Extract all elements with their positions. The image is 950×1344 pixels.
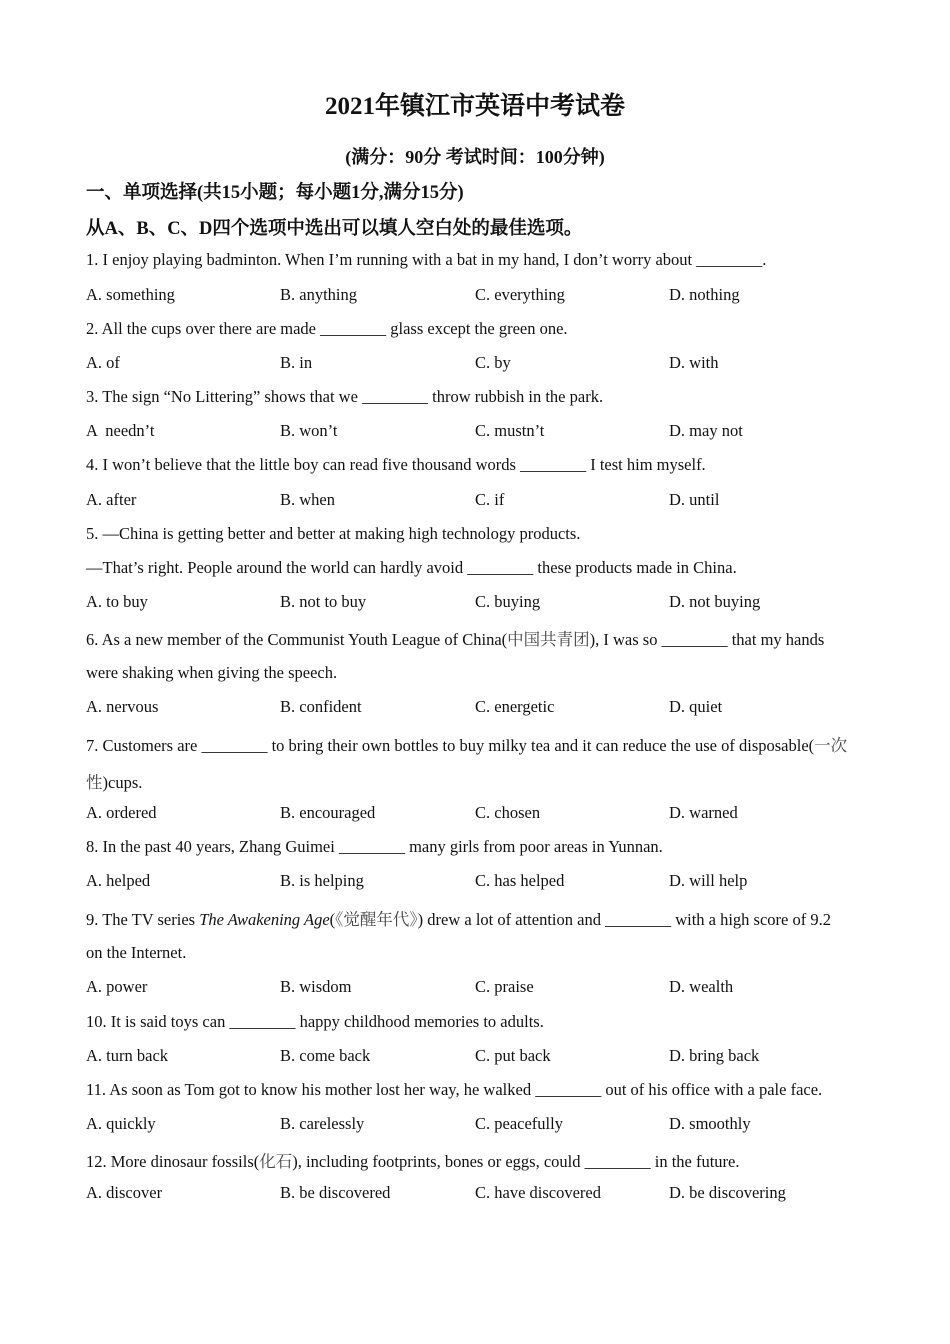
chinese-gloss: 一次 [814, 736, 848, 755]
option-c: C. put back [475, 1046, 551, 1065]
question-2-text: 2. All the cups over there are made ________ glass except the green one. [86, 319, 568, 338]
option-b: B. is helping [280, 871, 364, 890]
question-7-options [86, 803, 886, 825]
option-b: B. carelessly [280, 1114, 365, 1133]
question-1-text: 1. I enjoy playing badminton. When I’m running with a bat in my hand, I don’t worry about ________. [86, 250, 767, 269]
option-c: C. by [475, 353, 511, 372]
section-instruction: 从A、B、C、D四个选项中选出可以填人空白处的最佳选项。 [86, 219, 583, 239]
option-c: C. have discovered [475, 1183, 601, 1202]
question-3-options [86, 421, 886, 443]
question-9-text-cont: on the Internet. [86, 943, 187, 962]
section-heading: 一、单项选择(共15小题；每小题1分,满分15分) [86, 183, 464, 203]
option-d: D. nothing [669, 285, 740, 304]
text-run: 9. The TV series [86, 910, 200, 929]
option-b: B. confident [280, 697, 362, 716]
question-7-text-cont [86, 769, 142, 793]
question-5-text: 5. —China is getting better and better at making high technology products. [86, 524, 581, 543]
option-a: A. helped [86, 871, 151, 890]
series-title: The Awakening Age [199, 910, 330, 929]
question-1-options [86, 285, 886, 307]
option-d: D. until [669, 490, 720, 509]
question-9-options [86, 977, 886, 999]
question-11-text: 11. As soon as Tom got to know his mother lost her way, he walked ________ out of his office with a pale face. [86, 1080, 823, 1099]
option-a: A. after [86, 490, 137, 509]
option-a: A. of [86, 353, 120, 372]
option-a: A. to buy [86, 592, 148, 611]
option-b: B. when [280, 490, 335, 509]
option-b: B. in [280, 353, 313, 372]
option-d: D. smoothly [669, 1114, 751, 1133]
text-run: ), I was so ________ that my hands [589, 630, 825, 649]
text-run: 6. As a new member of the Communist Youth League of China( [86, 630, 508, 649]
option-c: C. peacefully [475, 1114, 563, 1133]
option-c: C. mustn’t [475, 421, 545, 440]
option-c: C. buying [475, 592, 541, 611]
option-a: A. quickly [86, 1114, 156, 1133]
option-c: C. chosen [475, 803, 541, 822]
question-12-options [86, 1183, 886, 1205]
option-b: B. come back [280, 1046, 371, 1065]
chinese-gloss: 化石 [259, 1152, 293, 1171]
text-run: ( [329, 910, 336, 929]
text-run: ) drew a lot of attention and ________ with a high score of 9.2 [417, 910, 831, 929]
option-a: A. ordered [86, 803, 157, 822]
option-d: D. quiet [669, 697, 723, 716]
option-d: D. be discovering [669, 1183, 786, 1202]
option-b: B. not to buy [280, 592, 367, 611]
question-6-text [86, 626, 824, 650]
question-5-reply: —That’s right. People around the world can hardly avoid ________ these products made in China. [86, 558, 737, 577]
question-3-text: 3. The sign “No Littering” shows that we ________ throw rubbish in the park. [86, 387, 604, 406]
question-10-options [86, 1046, 886, 1068]
option-a: A. nervous [86, 697, 159, 716]
question-6-options [86, 697, 886, 719]
option-a: A. turn back [86, 1046, 169, 1065]
option-d: D. bring back [669, 1046, 760, 1065]
question-10-text: 10. It is said toys can ________ happy childhood memories to adults. [86, 1012, 544, 1031]
option-a: A. discover [86, 1183, 163, 1202]
exam-subtitle: (满分：90分 考试时间：100分钟) [345, 147, 605, 167]
option-a: A needn’t [86, 421, 155, 440]
option-b: B. won’t [280, 421, 338, 440]
question-6-text-cont: were shaking when giving the speech. [86, 663, 338, 682]
option-d: D. may not [669, 421, 743, 440]
option-d: D. not buying [669, 592, 761, 611]
exam-title: 2021年镇江市英语中考试卷 [324, 93, 625, 120]
question-4-text: 4. I won’t believe that the little boy can read five thousand words ________ I test him myself. [86, 455, 706, 474]
option-b: B. be discovered [280, 1183, 391, 1202]
option-d: D. warned [669, 803, 738, 822]
chinese-gloss: 中国共青团 [507, 630, 590, 649]
chinese-gloss: 性 [86, 773, 103, 792]
text-run: ), including footprints, bones or eggs, could ________ in the future. [292, 1152, 740, 1171]
option-b: B. wisdom [280, 977, 352, 996]
option-d: D. with [669, 353, 719, 372]
option-a: A. power [86, 977, 148, 996]
option-c: C. energetic [475, 697, 555, 716]
question-12-text [86, 1148, 740, 1172]
question-8-options [86, 871, 886, 893]
question-4-options [86, 490, 886, 512]
option-c: C. everything [475, 285, 565, 304]
chinese-gloss: 《觉醒年代》 [335, 910, 418, 929]
question-2-options [86, 353, 886, 375]
question-11-options [86, 1114, 886, 1136]
option-c: C. praise [475, 977, 534, 996]
text-run: 12. More dinosaur fossils( [86, 1152, 260, 1171]
option-d: D. wealth [669, 977, 734, 996]
text-run: )cups. [102, 773, 143, 792]
question-8-text: 8. In the past 40 years, Zhang Guimei ________ many girls from poor areas in Yunnan. [86, 837, 663, 856]
option-a: A. something [86, 285, 175, 304]
option-c: C. has helped [475, 871, 565, 890]
question-9-text [86, 906, 831, 930]
question-5-options [86, 592, 886, 614]
text-run: 7. Customers are ________ to bring their own bottles to buy milky tea and it can reduce the use of disposable( [86, 736, 815, 755]
option-d: D. will help [669, 871, 748, 890]
option-b: B. anything [280, 285, 357, 304]
option-c: C. if [475, 490, 505, 509]
question-7-text [86, 732, 847, 756]
option-b: B. encouraged [280, 803, 376, 822]
